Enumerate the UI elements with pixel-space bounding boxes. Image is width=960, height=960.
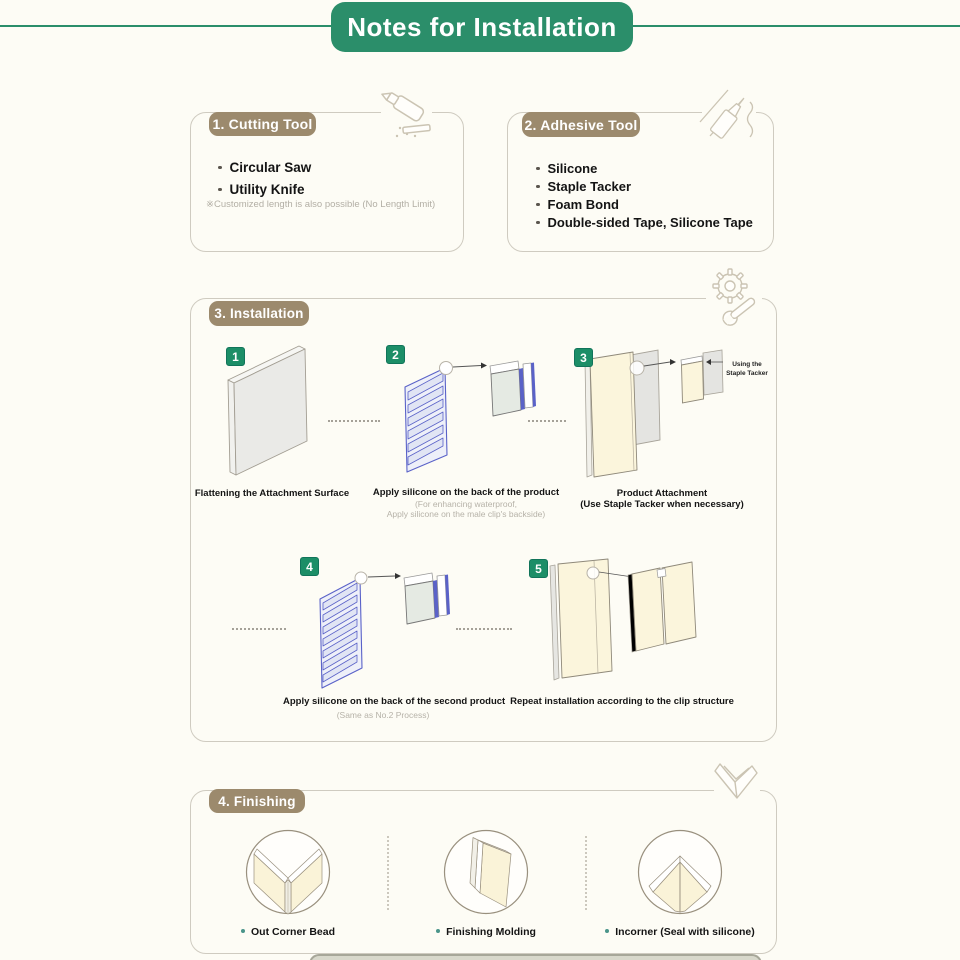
bullet-dot [536,167,540,171]
list-item [536,179,631,194]
cutting-tool-note: ※Customized length is also possible (No Length Limit) [206,199,436,210]
step-caption: Apply silicone on the back of the second product [283,696,506,707]
corner-molding-icon [712,758,762,812]
step2-silicone-diagram [380,350,560,485]
adhesive-tool-label: 2. Adhesive Tool [522,112,640,137]
dotted-separator [456,628,512,630]
finishing-caption-label: Out Corner Bead [250,926,335,938]
list-item-label: Utility Knife [229,182,305,197]
step3-annotation-line1: Using the [732,361,762,368]
list-item-label: Silicone [547,161,598,176]
dotted-separator-vertical [387,836,389,910]
finishing-caption-label: Finishing Molding [446,926,536,938]
step-number-badge: 2 [386,345,405,364]
list-item [536,161,597,176]
finishing-caption [200,926,376,938]
finishing-caption [575,926,785,938]
bullet-dot [436,929,440,933]
step-caption: Product Attachment [616,488,708,499]
bullet-dot [536,203,540,207]
dotted-separator-vertical [585,836,587,910]
list-item [536,215,753,230]
finishing-caption-label: Incorner (Seal with silicone) [615,926,755,938]
step-caption: Apply silicone on the back of the product [372,487,560,498]
finishing-molding-diagram [443,829,529,915]
list-item [218,182,305,197]
gear-wrench-icon [704,266,764,328]
step4-silicone-diagram [298,562,478,694]
dotted-separator [528,420,566,422]
out-corner-bead-diagram [245,829,331,915]
dotted-separator [328,420,380,422]
incorner-diagram [637,829,723,915]
list-item-label: Staple Tacker [547,179,632,194]
bullet-dot [536,221,540,225]
step-caption-sub: (For enhancing waterproof, [414,499,518,509]
step-number-badge: 3 [574,348,593,367]
glue-tube-icon [698,86,760,148]
step-number-badge: 4 [300,557,319,576]
step-caption-sub: Apply silicone on the male clip's backside) [386,509,546,519]
bullet-dot [605,929,609,933]
finishing-label: 4. Finishing [209,789,305,813]
utility-knife-icon [376,86,436,144]
page-title: Notes for Installation [331,2,633,52]
dotted-separator [232,628,286,630]
bullet-dot [218,188,222,192]
cutting-tool-label: 1. Cutting Tool [209,112,316,136]
list-item-label: Double-sided Tape, Silicone Tape [547,215,753,230]
list-item-label: Circular Saw [229,160,312,175]
step-caption: (Use Staple Tacker when necessary) [580,499,744,510]
installation-label: 3. Installation [209,301,309,326]
bullet-dot [241,929,245,933]
step3-annotation-line2: Staple Tacker [726,370,768,377]
bullet-dot [218,166,222,170]
step-caption: Repeat installation according to the clip structure [510,696,734,707]
step-caption: Flattening the Attachment Surface [194,488,350,499]
finishing-caption [398,926,574,938]
bullet-dot [536,185,540,189]
step-number-badge: 1 [226,347,245,366]
step5-repeat-diagram [538,558,733,690]
list-item [536,197,619,212]
list-item-label: Foam Bond [547,197,619,212]
step-number-badge: 5 [529,559,548,578]
step-caption-sub: (Same as No.2 Process) [336,710,430,720]
list-item [218,160,311,175]
header-rule-right [633,25,960,27]
next-section-cutoff [309,954,762,960]
header-rule-left [0,25,331,27]
